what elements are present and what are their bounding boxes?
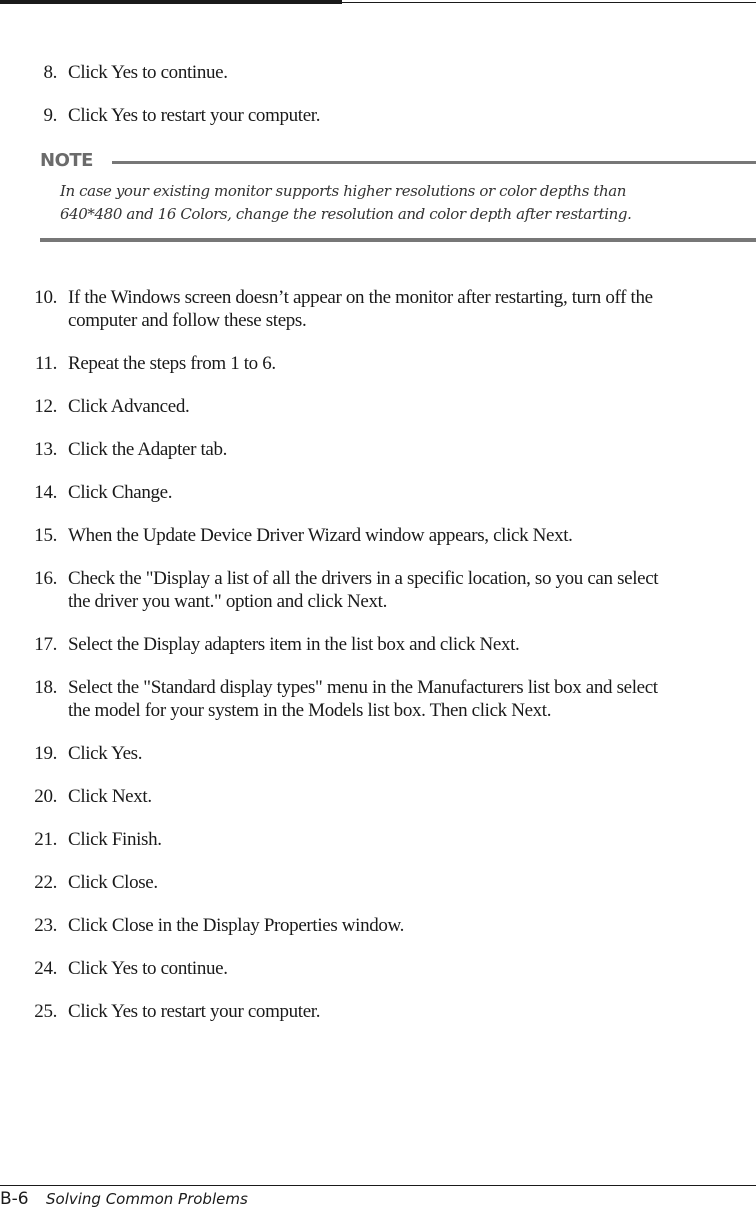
step-text [68,352,756,375]
step-number: 25. [34,1001,57,1022]
step-number: 19. [34,743,57,764]
step-number: 20. [34,786,57,807]
step-text [68,481,756,504]
step-item [0,676,756,722]
step-number: 15. [34,525,57,546]
step-number: 21. [34,829,57,850]
header-rule-thin [342,2,756,3]
step-item [0,104,756,127]
step-text-line: Click Next. [68,786,152,807]
step-text [68,871,756,894]
step-text [68,104,756,127]
step-text-line: Click Yes to continue. [68,958,228,979]
note-text [60,180,631,226]
step-item [0,286,756,332]
step-number: 17. [34,634,57,655]
step-text [68,828,756,851]
step-text [68,438,756,461]
step-number: 24. [34,958,57,979]
step-item [0,914,756,937]
step-number: 22. [34,872,57,893]
step-text-line: Click Yes to restart your computer. [68,105,321,126]
step-item [0,438,756,461]
step-number: 23. [34,915,57,936]
step-text-line: Click Finish. [68,829,162,850]
step-text-line: Click Close. [68,872,158,893]
note-line: In case your existing monitor supports higher resolutions or color depths than [60,182,627,200]
step-text-line: Select the "Standard display types" menu in the Manufacturers list box and select [68,677,658,698]
step-number: 8. [43,62,57,83]
note-line: 640*480 and 16 Colors, change the resolution and color depth after restarting. [60,205,632,223]
step-item [0,742,756,765]
step-item [0,633,756,656]
step-item [0,871,756,894]
step-text-line: When the Update Device Driver Wizard window appears, click Next. [68,525,573,546]
step-number: 10. [34,287,57,308]
step-number: 13. [34,439,57,460]
step-item [0,395,756,418]
step-number: 9. [43,105,57,126]
step-item [0,957,756,980]
step-text-line: Click Yes. [68,743,143,764]
step-text [68,524,756,547]
step-number: 16. [34,568,57,589]
step-number: 14. [34,482,57,503]
step-text-line: Repeat the steps from 1 to 6. [68,353,276,374]
note-rule-bottom [40,238,756,242]
step-text-line: Click Yes to continue. [68,62,228,83]
step-text [68,676,756,722]
step-text-line: Click Advanced. [68,396,190,417]
step-number: 11. [35,353,57,374]
step-text [68,395,756,418]
step-number: 18. [34,677,57,698]
step-item [0,524,756,547]
step-text-line: Check the "Display a list of all the drivers in a specific location, so you can select [68,568,659,589]
step-text [68,286,756,332]
step-item [0,61,756,84]
footer-rule [0,1185,756,1186]
step-text-line: Click Yes to restart your computer. [68,1001,321,1022]
chapter-title: Solving Common Problems [46,1190,248,1208]
steps-list-after [0,286,756,1043]
step-item [0,481,756,504]
step-item [0,785,756,808]
step-text-line: the model for your system in the Models list box. Then click Next. [68,700,552,721]
page-number: B-6 [0,1189,29,1209]
step-text-line: the driver you want." option and click Next. [68,591,387,612]
header-rule-thick [0,0,342,4]
step-text [68,785,756,808]
step-item [0,828,756,851]
step-text [68,914,756,937]
step-text [68,567,756,613]
note-label: NOTE [40,150,93,171]
step-text-line: Click Close in the Display Properties window. [68,915,405,936]
step-item [0,567,756,613]
steps-list-before [0,61,756,147]
step-text [68,742,756,765]
step-item [0,1000,756,1023]
step-text-line: Click Change. [68,482,173,503]
step-text-line: Select the Display adapters item in the list box and click Next. [68,634,520,655]
step-text-line: computer and follow these steps. [68,310,307,331]
step-text-line: If the Windows screen doesn’t appear on the monitor after restarting, turn off the [68,287,653,308]
step-text-line: Click the Adapter tab. [68,439,228,460]
note-rule-top [112,161,756,164]
step-number: 12. [34,396,57,417]
step-text [68,633,756,656]
step-text [68,957,756,980]
step-item [0,352,756,375]
step-text [68,61,756,84]
step-text [68,1000,756,1023]
